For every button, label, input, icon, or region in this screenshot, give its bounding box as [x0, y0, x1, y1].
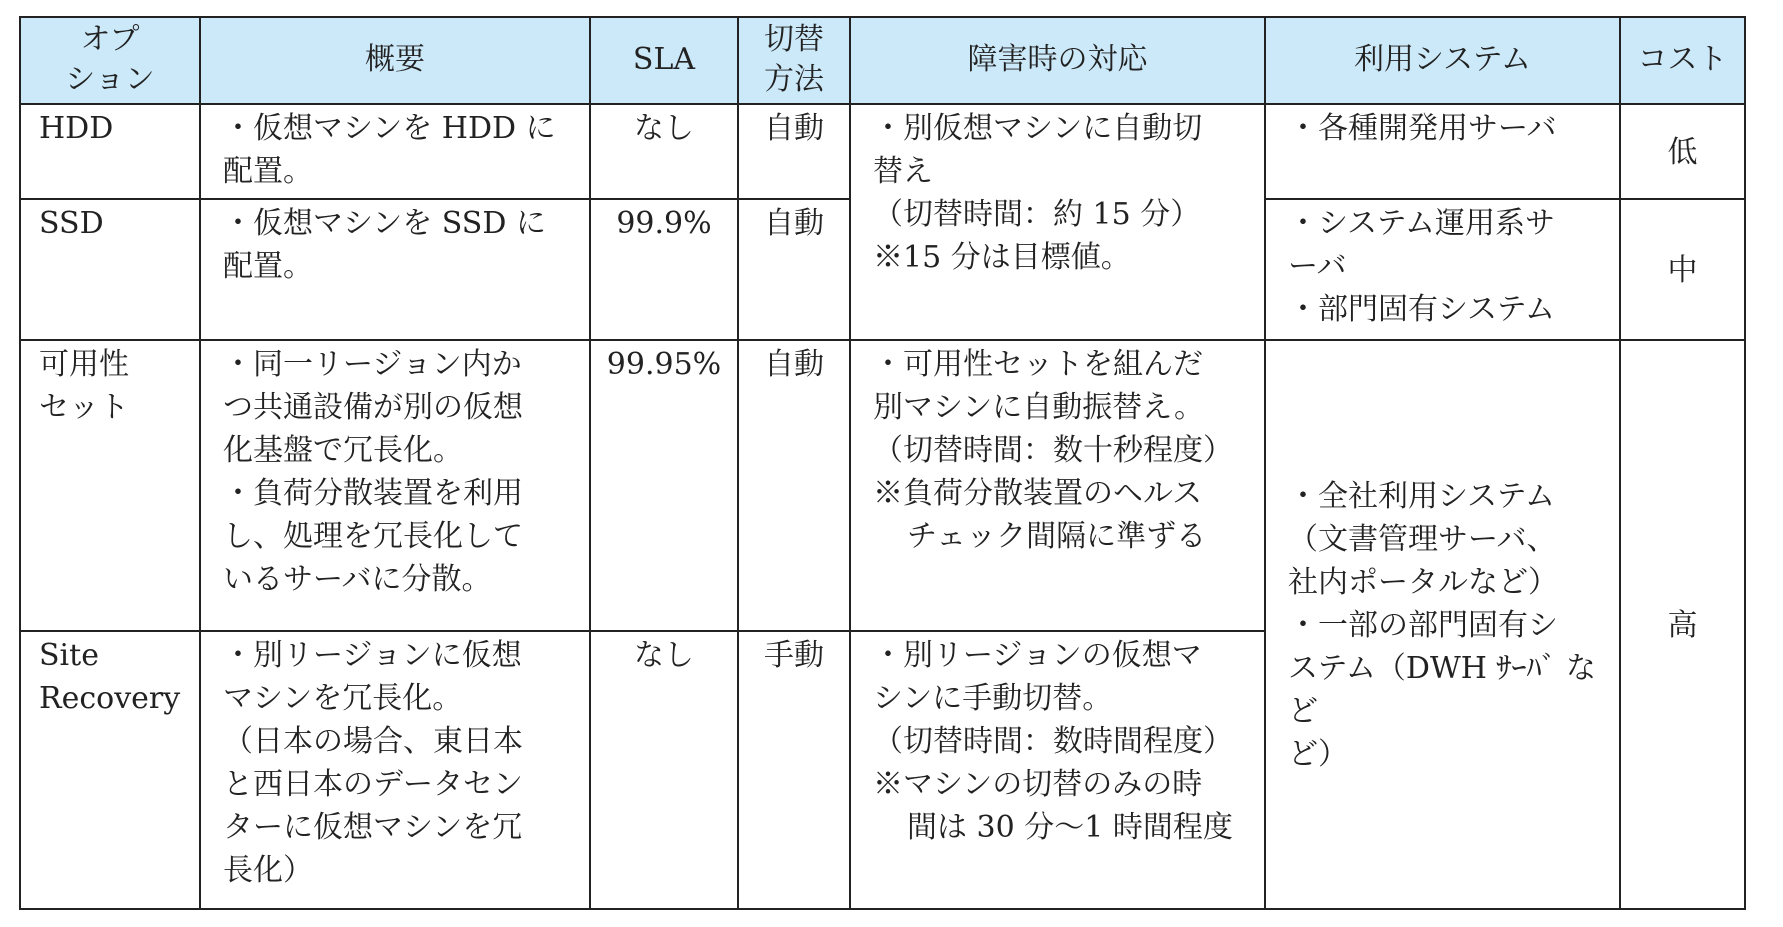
switch-hdd: 自動 [738, 104, 850, 199]
table-row-availability-set [20, 340, 1745, 631]
summary-availability-set: ・同一リージョン内か つ共通設備が別の仮想 化基盤で冗長化。 ・負荷分散装置を利用 し、処理を冗長化して いるサーバに分散。 [200, 340, 590, 631]
header-summary: 概要 [200, 17, 590, 104]
sla-hdd: なし [590, 104, 738, 199]
header-systems: 利用システム [1265, 17, 1620, 104]
systems-availability-site: ・全社利用システム （文書管理サーバ、 社内ポータルなど） ・一部の部門固有シ ステム（DWH ｻｰﾊﾞ など ど） [1265, 340, 1620, 909]
availability-options-table [19, 16, 1746, 910]
switch-ssd: 自動 [738, 199, 850, 340]
cost-availability-site: 高 [1620, 340, 1745, 909]
summary-site-recovery: ・別リージョンに仮想 マシンを冗長化。 （日本の場合、東日本 と西日本のデータセン ターに仮想マシンを冗 長化） [200, 631, 590, 909]
option-ssd: SSD [20, 199, 200, 340]
summary-hdd: ・仮想マシンを HDD に 配置。 [200, 104, 590, 199]
header-failure-response: 障害時の対応 [850, 17, 1265, 104]
cost-hdd: 低 [1620, 104, 1745, 199]
header-option: オプ ション [20, 17, 200, 104]
sla-ssd: 99.9% [590, 199, 738, 340]
switch-availability-set: 自動 [738, 340, 850, 631]
response-availability-set: ・可用性セットを組んだ 別マシンに自動振替え。 （切替時間：数十秒程度） ※負荷分散装置のヘルス チェック間隔に準ずる [850, 340, 1265, 631]
response-hdd-ssd: ・別仮想マシンに自動切 替え （切替時間：約 15 分） ※15 分は目標値。 [850, 104, 1265, 341]
sla-site-recovery: なし [590, 631, 738, 909]
switch-site-recovery: 手動 [738, 631, 850, 909]
header-cost: コスト [1620, 17, 1745, 104]
cost-ssd: 中 [1620, 199, 1745, 340]
header-switch-method: 切替 方法 [738, 17, 850, 104]
option-hdd: HDD [20, 104, 200, 199]
header-row [20, 17, 1745, 104]
header-sla: SLA [590, 17, 738, 104]
option-availability-set: 可用性 セット [20, 340, 200, 631]
summary-ssd: ・仮想マシンを SSD に 配置。 [200, 199, 590, 340]
option-site-recovery: Site Recovery [20, 631, 200, 909]
systems-hdd: ・各種開発用サーバ [1265, 104, 1620, 199]
response-site-recovery: ・別リージョンの仮想マ シンに手動切替。 （切替時間：数時間程度） ※マシンの切替のみの時 間は 30 分～1 時間程度 [850, 631, 1265, 909]
table-row-hdd [20, 104, 1745, 199]
systems-ssd: ・システム運用系サ ーバ ・部門固有システム [1265, 199, 1620, 340]
sla-availability-set: 99.95% [590, 340, 738, 631]
